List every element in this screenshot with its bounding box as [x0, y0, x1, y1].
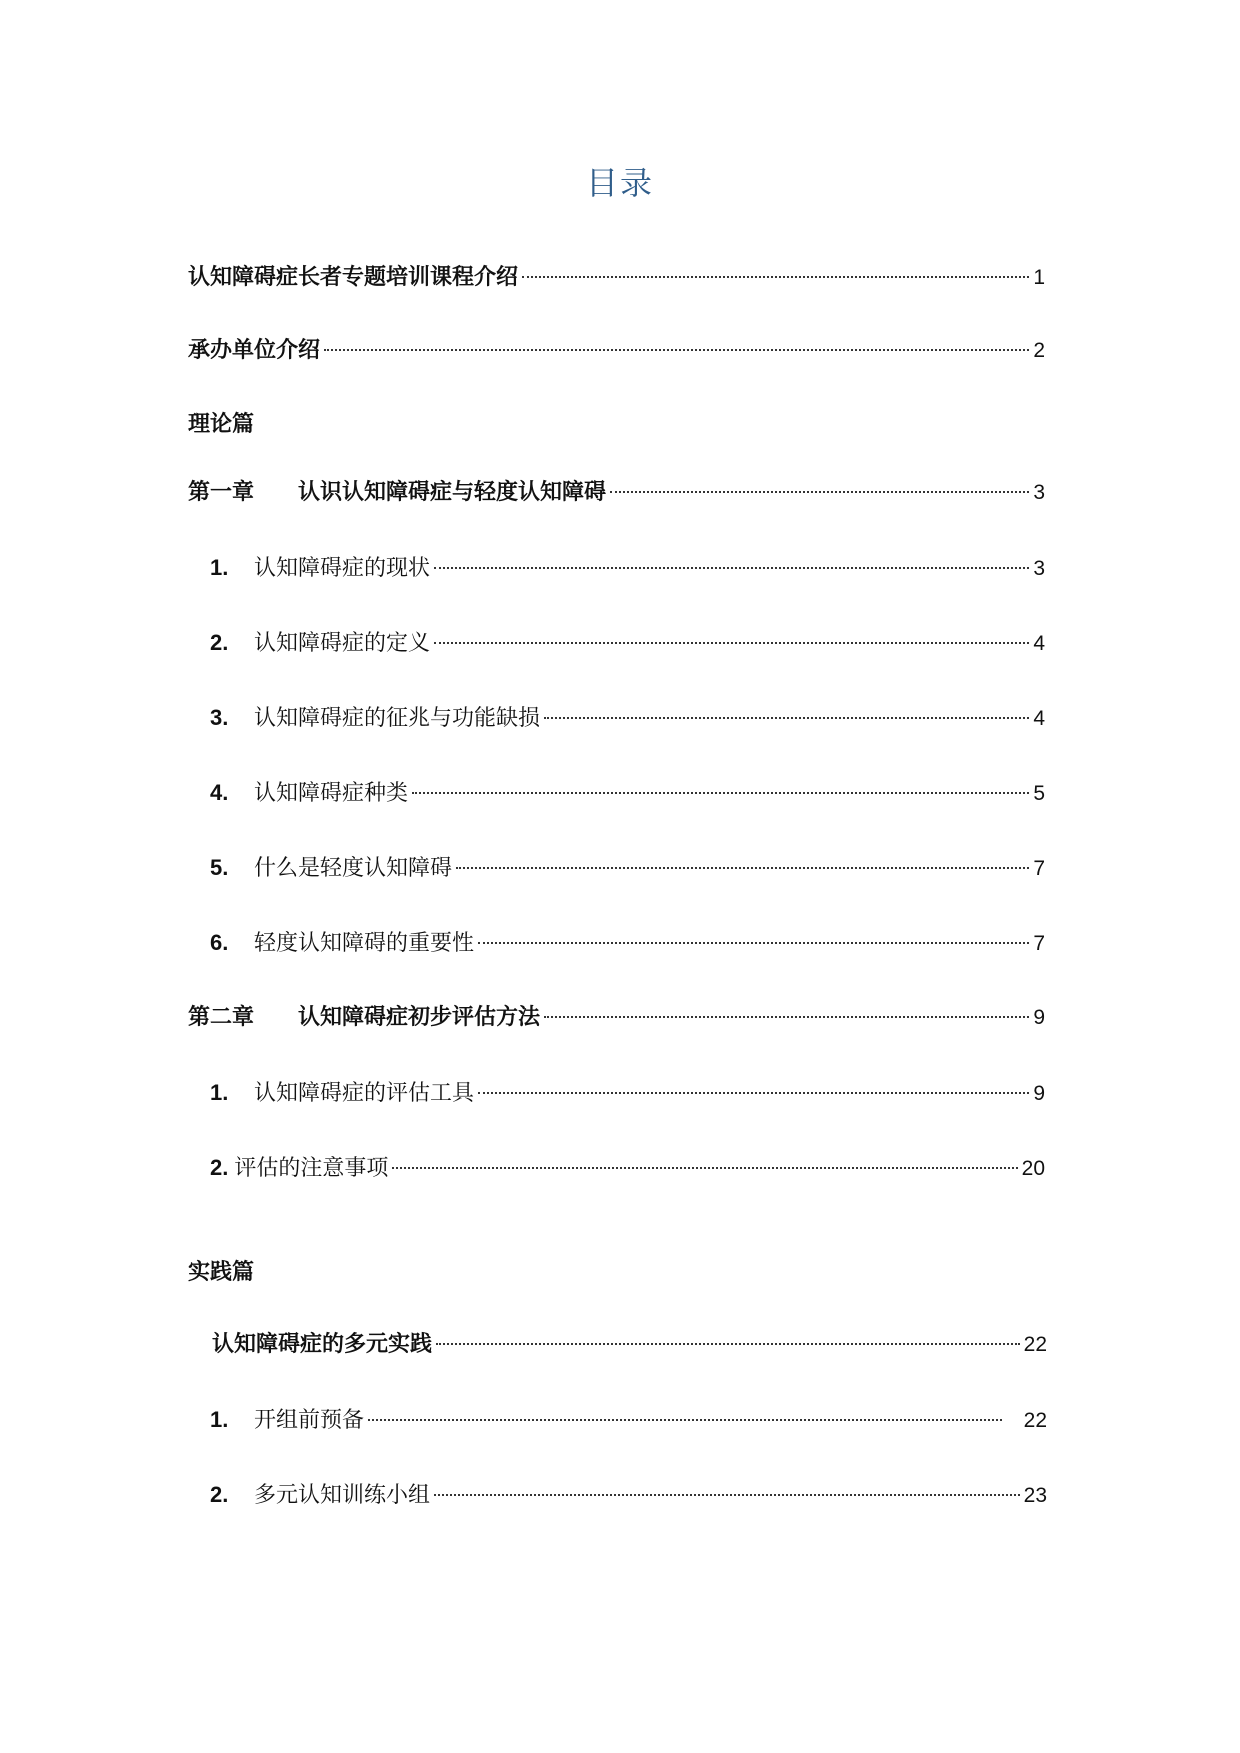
toc-entry-practice-1[interactable]: [210, 1405, 1047, 1435]
toc-page-number: 23: [1023, 1484, 1047, 1507]
item-number: 2.: [210, 1155, 229, 1180]
toc-entry-label: 认识认知障碍症与轻度认知障碍: [298, 480, 607, 505]
toc-entry-chapter-2[interactable]: [188, 1003, 1045, 1033]
dot-leader: [368, 1419, 1002, 1421]
section-label: 实践篇: [188, 1260, 255, 1285]
toc-entry-label: 认知障碍症的现状: [254, 556, 431, 581]
toc-entry-1-6[interactable]: [210, 928, 1045, 958]
toc-entry-label: 认知障碍症种类: [254, 781, 409, 806]
dot-leader: [478, 1092, 1029, 1094]
item-number: 1.: [210, 555, 229, 580]
section-label: 理论篇: [188, 412, 255, 437]
toc-entry-1-2[interactable]: [210, 628, 1045, 658]
toc-page-number: 5: [1033, 782, 1045, 805]
chapter-number: 第一章: [188, 480, 255, 505]
toc-page-number: 7: [1033, 932, 1045, 955]
toc-entry-chapter-1[interactable]: [188, 478, 1045, 508]
toc-page-number: 3: [1033, 557, 1045, 580]
toc-page-number: 9: [1033, 1006, 1045, 1029]
dot-leader: [412, 792, 1029, 794]
toc-entry-2-1[interactable]: [210, 1078, 1045, 1108]
chapter-number: 第二章: [188, 1005, 255, 1030]
toc-entry-label: 认知障碍症的征兆与功能缺损: [254, 706, 541, 731]
toc-entry-label: 评估的注意事项: [234, 1156, 389, 1181]
toc-section-theory: [188, 410, 1045, 440]
toc-entry-label: 认知障碍症长者专题培训课程介绍: [188, 265, 519, 290]
item-number: 5.: [210, 855, 229, 880]
item-number: 4.: [210, 780, 229, 805]
toc-page-number: 4: [1033, 632, 1045, 655]
toc-entry-label: 什么是轻度认知障碍: [254, 856, 453, 881]
toc-section-practice: [188, 1258, 1045, 1288]
toc-entry-label: 认知障碍症的评估工具: [254, 1081, 475, 1106]
toc-entry-1-1[interactable]: [210, 553, 1045, 583]
toc-title: 目录: [585, 164, 654, 202]
toc-entry-1-4[interactable]: [210, 778, 1045, 808]
toc-page-number: 2: [1033, 339, 1045, 362]
toc-entry-label: 认知障碍症的多元实践: [212, 1332, 433, 1357]
dot-leader: [610, 491, 1029, 493]
toc-page-number: 22: [1023, 1409, 1047, 1432]
dot-leader: [434, 567, 1029, 569]
dot-leader: [544, 1016, 1029, 1018]
item-number: 1.: [210, 1407, 229, 1432]
toc-entry-label: 认知障碍症的定义: [254, 631, 431, 656]
toc-entry-label: 开组前预备: [254, 1408, 365, 1433]
toc-entry-1-3[interactable]: [210, 703, 1045, 733]
dot-leader: [392, 1167, 1017, 1169]
toc-entry-1-5[interactable]: [210, 853, 1045, 883]
toc-entry-organizer-intro[interactable]: [188, 336, 1045, 366]
dot-leader: [434, 1494, 1020, 1496]
toc-page-number: 4: [1033, 707, 1045, 730]
toc-page-number: 22: [1023, 1333, 1047, 1356]
dot-leader: [456, 867, 1029, 869]
toc-page-number: 7: [1033, 857, 1045, 880]
toc-entry-label: 承办单位介绍: [188, 338, 321, 363]
item-number: 2.: [210, 630, 229, 655]
toc-entry-2-2[interactable]: [210, 1153, 1045, 1183]
dot-leader: [544, 717, 1029, 719]
item-number: 6.: [210, 930, 229, 955]
dot-leader: [478, 942, 1029, 944]
toc-entry-practice-2[interactable]: [210, 1480, 1047, 1510]
dot-leader: [324, 349, 1029, 351]
toc-page-number: 9: [1033, 1082, 1045, 1105]
toc-entry-label: 多元认知训练小组: [254, 1483, 431, 1508]
toc-page-number: 1: [1033, 266, 1045, 289]
item-number: 1.: [210, 1080, 229, 1105]
dot-leader: [436, 1343, 1020, 1345]
toc-page-number: 20: [1021, 1157, 1045, 1180]
toc-entry-practice[interactable]: [212, 1330, 1047, 1360]
toc-entry-label: 轻度认知障碍的重要性: [254, 931, 475, 956]
toc-entry-label: 认知障碍症初步评估方法: [298, 1005, 541, 1030]
dot-leader: [522, 276, 1029, 278]
toc-page-number: 3: [1033, 481, 1045, 504]
item-number: 2.: [210, 1482, 229, 1507]
dot-leader: [434, 642, 1029, 644]
item-number: 3.: [210, 705, 229, 730]
toc-entry-course-intro[interactable]: [188, 263, 1045, 293]
